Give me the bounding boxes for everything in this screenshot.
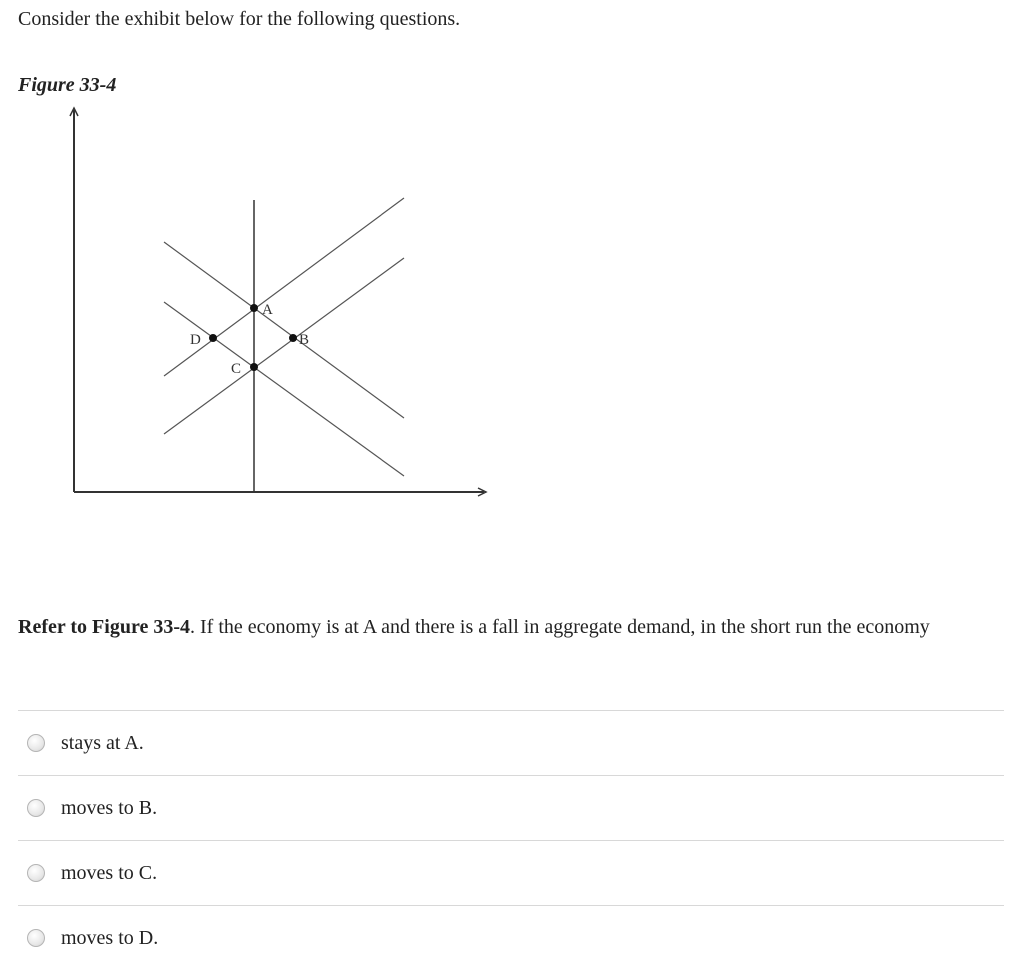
point-c (250, 363, 258, 371)
point-b (289, 334, 297, 342)
supply-line-upper (164, 198, 404, 376)
option-label: moves to B. (61, 796, 158, 819)
option-a[interactable] (18, 710, 1004, 775)
radio-button[interactable] (27, 734, 45, 752)
option-c[interactable] (18, 840, 1004, 905)
question-figure-ref: Figure 33-4 (92, 616, 190, 638)
option-b[interactable] (18, 775, 1004, 840)
question-body: . If the economy is at A and there is a fall in aggregate demand, in the short run the economy (190, 616, 930, 638)
option-d[interactable] (18, 905, 1004, 970)
question-prefix: Refer to (18, 616, 93, 638)
demand-line-upper (164, 242, 404, 418)
radio-button[interactable] (27, 864, 45, 882)
radio-button[interactable] (27, 929, 45, 947)
demand-line-lower (164, 302, 404, 476)
radio-button[interactable] (27, 799, 45, 817)
point-c-label: C (231, 361, 242, 377)
figure-title: Figure 33-4 (18, 74, 117, 96)
option-label: moves to C. (61, 861, 158, 884)
answer-options (18, 710, 1004, 970)
point-d-label: D (190, 332, 201, 348)
option-label: moves to D. (61, 926, 159, 949)
question-text (18, 610, 998, 644)
point-a (250, 304, 258, 312)
point-d (209, 334, 217, 342)
point-b-label: B (299, 332, 310, 348)
point-a-label: A (262, 302, 273, 318)
instructions-text: Consider the exhibit below for the following questions. (18, 8, 461, 30)
option-label: stays at A. (61, 731, 144, 754)
